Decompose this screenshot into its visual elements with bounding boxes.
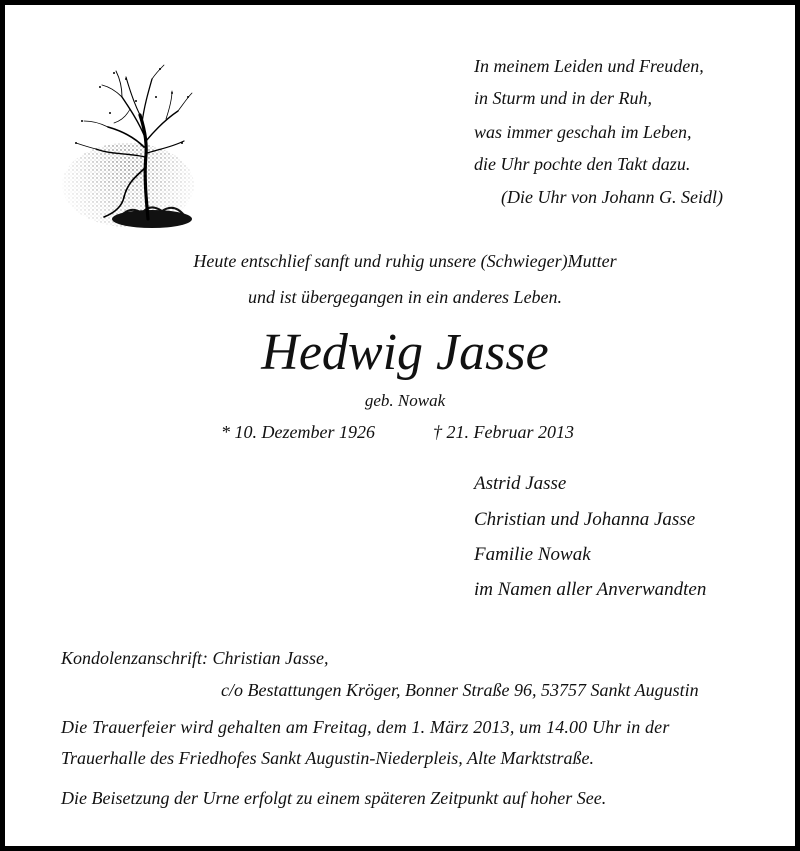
ceremony-line-1: Die Trauerfeier wird gehalten am Freitag, dem 1. März 2013, um 14.00 Uhr in der	[61, 717, 670, 737]
maiden-name: geb. Nowak	[364, 391, 446, 410]
poem-line: In meinem Leiden und Freuden,	[474, 56, 704, 76]
poem-line: in Sturm und in der Ruh,	[474, 88, 652, 108]
deceased-name: Hedwig Jasse	[261, 324, 549, 381]
mourner: Astrid Jasse	[474, 473, 567, 494]
poem-attribution: (Die Uhr von Johann G. Seidl)	[501, 187, 723, 207]
mourner: Familie Nowak	[474, 544, 591, 565]
condolence-address: c/o Bestattungen Kröger, Bonner Straße 96, 53757 Sankt Augustin	[221, 680, 699, 700]
mourner: Christian und Johanna Jasse	[474, 509, 696, 530]
poem-line: was immer geschah im Leben,	[474, 122, 692, 142]
birth-date: * 10. Dezember 1926	[221, 422, 375, 442]
death-date: † 21. Februar 2013	[433, 422, 574, 442]
condolence-address-label: Kondolenzanschrift: Christian Jasse,	[61, 648, 329, 668]
mourner: im Namen aller Anverwandten	[474, 579, 707, 600]
ceremony-line-2: Trauerhalle des Friedhofes Sankt Augustin-Niederpleis, Alte Marktstraße.	[61, 748, 594, 768]
poem-line: die Uhr pochte den Takt dazu.	[474, 154, 691, 174]
tree-illustration	[60, 57, 200, 235]
burial-info: Die Beisetzung der Urne erfolgt zu einem späteren Zeitpunkt auf hoher See.	[61, 788, 607, 808]
intro-line-1: Heute entschlief sanft und ruhig unsere (Schwieger)Mutter	[193, 251, 617, 271]
intro-line-2: und ist übergegangen in ein anderes Leben.	[247, 287, 563, 307]
